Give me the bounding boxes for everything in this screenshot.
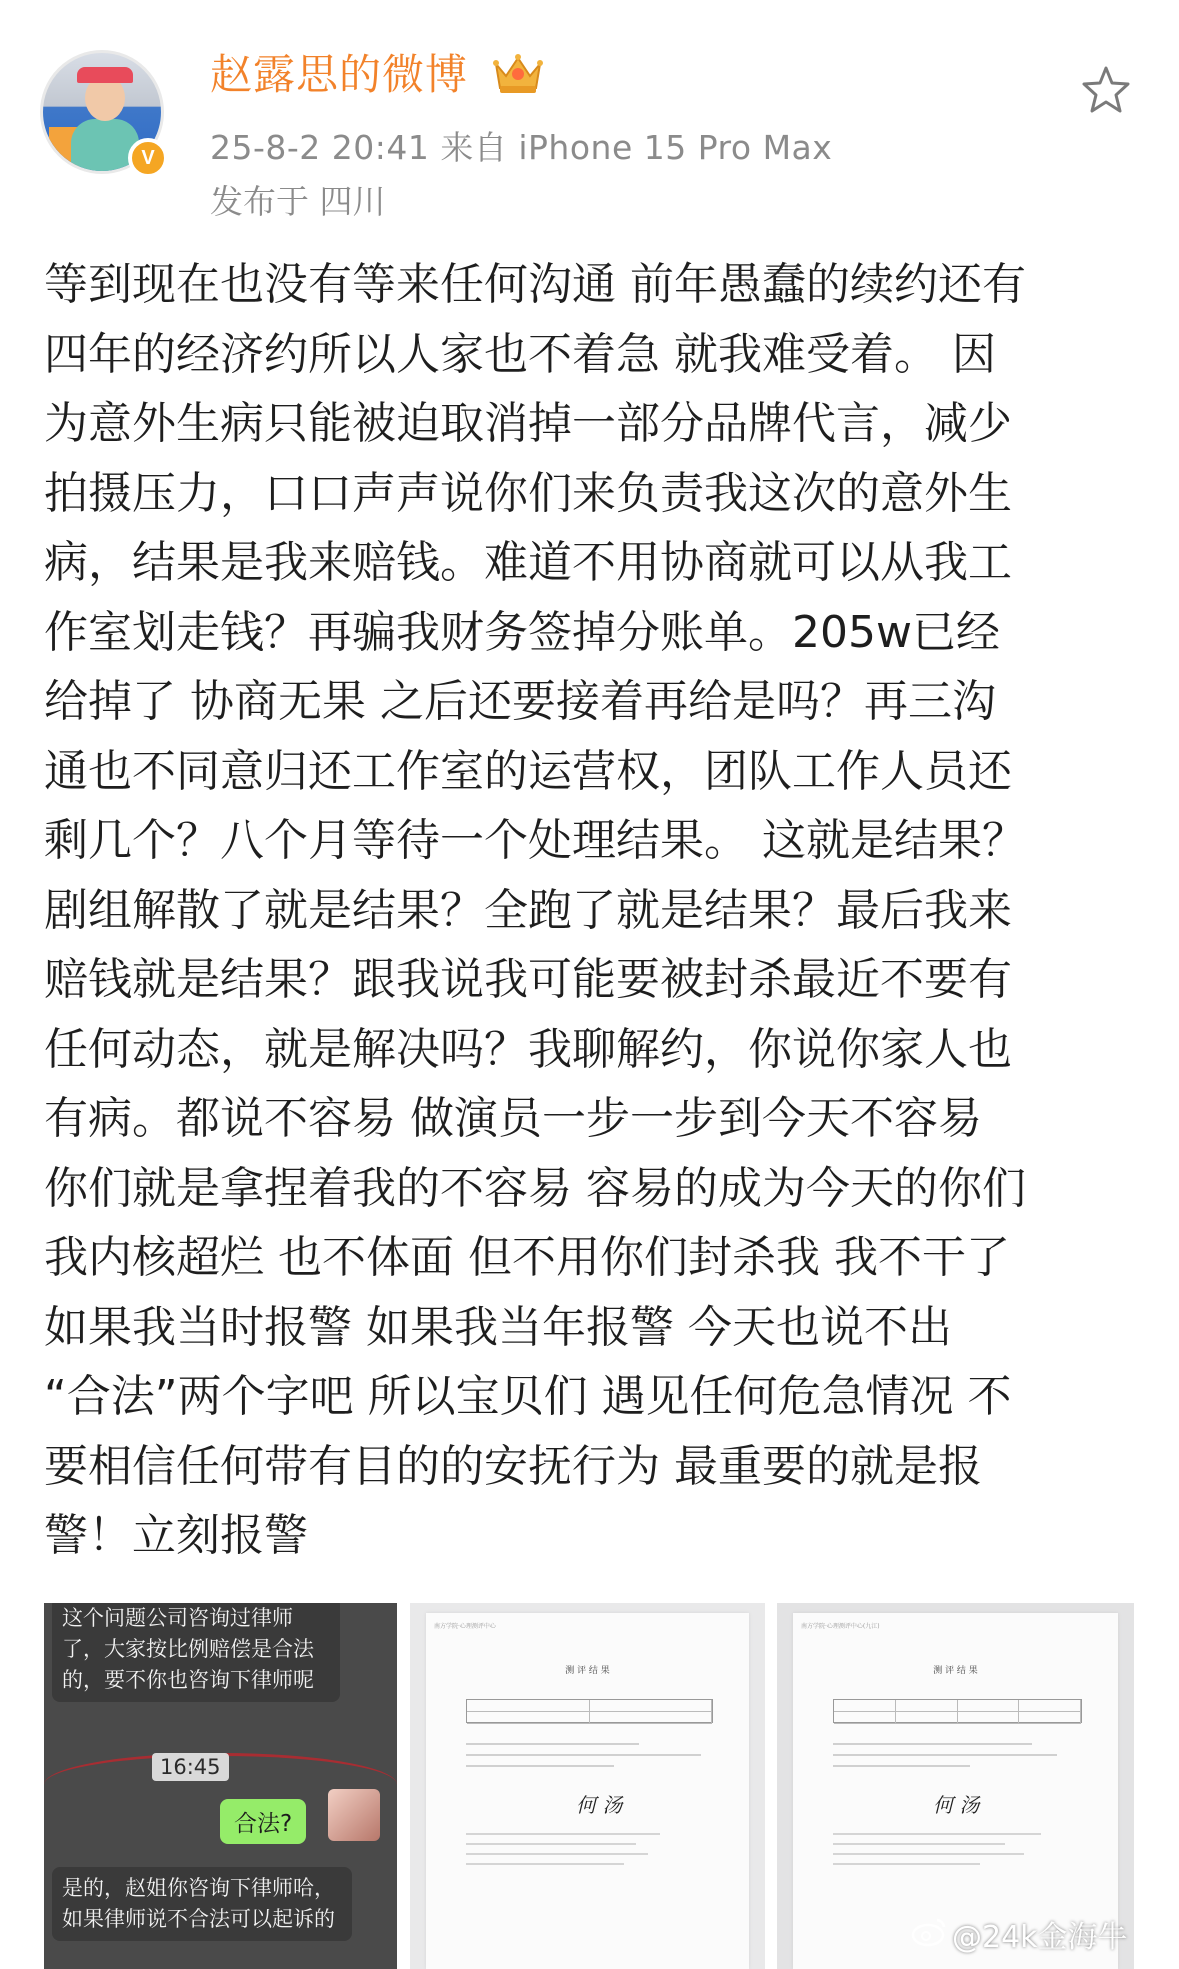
star-icon[interactable]	[1078, 62, 1134, 118]
chat-reply-bubble: 合法?	[220, 1799, 306, 1844]
chat-bubble-top: 这个问题公司咨询过律师了，大家按比例赔偿是合法的，要不你也咨询下律师呢	[52, 1603, 340, 1702]
document-page	[426, 1613, 749, 1969]
content-line: 如果我当时报警 如果我当年报警 今天也说不出	[44, 1301, 952, 1353]
verified-badge-icon	[128, 138, 168, 178]
document-header: 南方学院·心理测评中心(九江)	[801, 1623, 880, 1630]
weibo-logo-icon	[910, 1914, 948, 1948]
document-title: 测 评 结 果	[933, 1666, 978, 1676]
chat-screenshot-image[interactable]	[44, 1603, 397, 1969]
content-line: 你们就是拿捏着我的不容易 容易的成为今天的你们	[44, 1162, 1026, 1214]
content-line: 警！立刻报警	[44, 1510, 308, 1561]
document-signature: 何 汤	[933, 1793, 980, 1817]
post-time-source: 25-8-2 20:41 来自 iPhone 15 Pro Max	[210, 128, 833, 167]
document-notes	[833, 1833, 1078, 1873]
post-location: 发布于 四川	[210, 182, 386, 221]
content-line: 剩几个？八个月等待一个处理结果。 这就是结果？	[44, 815, 1026, 866]
content-line: 病，结果是我来赔钱。难道不用协商就可以从我工	[44, 537, 1012, 588]
watermark: @24k金海牛	[952, 1920, 1128, 1955]
document-title: 测 评 结 果	[565, 1666, 610, 1676]
document-text-lines	[466, 1743, 713, 1776]
avatar[interactable]	[40, 50, 170, 180]
document-image-1[interactable]	[410, 1603, 765, 1969]
content-line: 给掉了 协商无果 之后还要接着再给是吗？再三沟	[44, 676, 996, 727]
content-line: 有病。都说不容易 做演员一步一步到今天不容易	[44, 1093, 982, 1144]
chat-avatar	[328, 1789, 380, 1841]
content-line: 剧组解散了就是结果？全跑了就是结果？最后我来	[44, 884, 1012, 936]
crown-icon	[490, 50, 546, 96]
content-line: 等到现在也没有等来任何沟通 前年愚蠢的续约还有	[44, 259, 1026, 310]
content-line: 赔钱就是结果？跟我说我可能要被封杀最近不要有	[44, 954, 1012, 1005]
content-line: 作室划走钱？再骗我财务签掉分账单。205w已经	[44, 606, 1000, 658]
verified-badge-text: V	[141, 146, 155, 169]
document-notes	[466, 1833, 709, 1873]
document-signature: 何 汤	[576, 1793, 623, 1817]
content-line: 任何动态，就是解决吗？我聊解约，你说你家人也	[44, 1023, 1012, 1075]
content-line: 我内核超烂 也不体面 但不用你们封杀我 我不干了	[44, 1232, 1010, 1283]
username[interactable]: 赵露思的微博	[210, 50, 469, 99]
document-table	[833, 1699, 1082, 1723]
post-header	[0, 0, 1179, 240]
content-line: 四年的经济约所以人家也不着急 就我难受着。 因	[44, 328, 996, 380]
content-line: “合法”两个字吧 所以宝贝们 遇见任何危急情况 不	[44, 1371, 1012, 1422]
content-line: 拍摄压力，口口声声说你们来负责我这次的意外生	[44, 467, 1012, 519]
content-line: 要相信任何带有目的的安抚行为 最重要的就是报	[44, 1440, 982, 1492]
document-text-lines	[833, 1743, 1082, 1776]
post-content	[44, 250, 1144, 1571]
document-table	[466, 1699, 713, 1723]
chat-bubble-bottom: 是的，赵姐你咨询下律师哈，如果律师说不合法可以起诉的	[52, 1867, 352, 1941]
content-line: 通也不同意归还工作室的运营权，团队工作人员还	[44, 745, 1012, 797]
content-line: 为意外生病只能被迫取消掉一部分品牌代言，减少	[44, 398, 1012, 449]
avatar-cap	[77, 67, 133, 83]
chat-timestamp: 16:45	[152, 1753, 229, 1781]
document-header: 南方学院·心理测评中心	[434, 1623, 496, 1630]
